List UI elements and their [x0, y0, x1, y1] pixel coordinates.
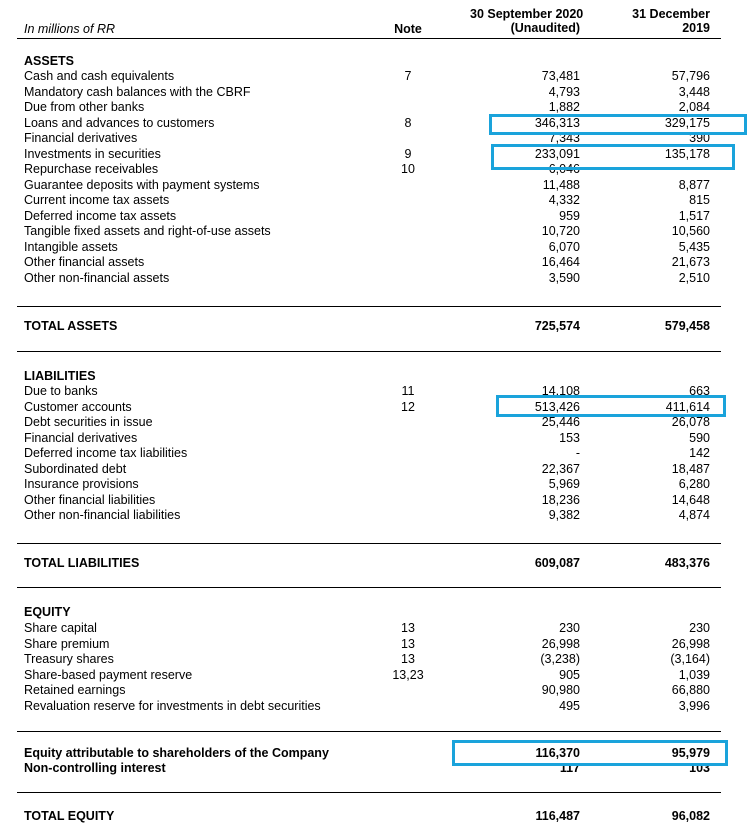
total-equity-2019: 96,082 — [671, 809, 710, 823]
liabilities-row-note: 12 — [401, 399, 415, 414]
highlight-box-loans — [489, 114, 747, 135]
equity-row-note: 13 — [401, 652, 415, 666]
assets-row-2020-value: 10,720 — [541, 224, 580, 238]
assets-row-label: Investments in securities — [24, 146, 161, 161]
equity-attributable-2019: 95,979 — [671, 746, 710, 760]
assets-row-2020-value: 7,343 — [548, 131, 580, 145]
total-liabilities-2020: 609,087 — [534, 556, 580, 570]
assets-row-2020-value: 346,313 — [534, 115, 580, 130]
equity-row-2020-value: 90,980 — [541, 683, 580, 697]
assets-row-note: 10 — [401, 162, 415, 176]
assets-row-label: Loans and advances to customers — [24, 115, 215, 130]
non-controlling-interest-2019: 103 — [689, 761, 710, 775]
equity-row-2019-value: 3,996 — [678, 698, 710, 713]
liabilities-row-2019-value: 14,648 — [671, 492, 710, 507]
assets-row-label: Other financial assets — [24, 255, 145, 269]
assets-row-label: Repurchase receivables — [24, 162, 159, 176]
equity-row-label: Share premium — [24, 636, 110, 651]
total-assets-2019: 579,458 — [664, 319, 710, 333]
assets-row-label: Due from other banks — [24, 100, 145, 114]
equity-row-label: Treasury shares — [24, 652, 114, 666]
assets-row-note: 7 — [404, 69, 412, 83]
liabilities-row-2020-value: 22,367 — [541, 461, 580, 476]
assets-row-label: Mandatory cash balances with the CBRF — [24, 84, 251, 99]
assets-row-2020-value: 959 — [559, 208, 580, 223]
equity-row-2020-value: 905 — [559, 667, 580, 682]
assets-row-2019-value: 10,560 — [671, 224, 710, 238]
liabilities-row-2019-value: 411,614 — [665, 399, 710, 414]
equity-row-note: 13,23 — [392, 667, 424, 682]
liabilities-row-2020-value: 18,236 — [541, 492, 580, 507]
equity-row-2019-value: 1,039 — [678, 667, 710, 682]
liabilities-total-rule-bottom — [17, 587, 721, 588]
assets-row-2019-value: 3,448 — [678, 84, 710, 99]
liabilities-row-2020-value: - — [575, 446, 580, 460]
header-rule — [17, 38, 721, 39]
assets-row-label: Intangible assets — [24, 239, 118, 254]
assets-row-2020-value: 4,332 — [548, 193, 580, 207]
equity-row-2019-value: (3,164) — [670, 652, 710, 666]
assets-row-2019-value: 329,175 — [664, 115, 710, 130]
assets-row-2019-value: 390 — [689, 131, 710, 145]
highlight-box-investments — [491, 144, 735, 170]
liabilities-row-2020-value: 5,969 — [548, 477, 580, 491]
assets-row-2020-value: 6,046 — [548, 162, 580, 176]
equity-row-2020-value: 26,998 — [541, 636, 580, 651]
non-controlling-interest-2020: 117 — [559, 761, 580, 775]
equity-row-2019-value: 26,998 — [671, 636, 710, 651]
liabilities-row-2019-value: 26,078 — [671, 415, 710, 429]
liabilities-row-2019-value: 663 — [689, 384, 710, 398]
liabilities-row-label: Other non-financial liabilities — [24, 508, 181, 522]
col-2019-header-line1: 31 December — [632, 7, 710, 21]
liabilities-row-2020-value: 513,426 — [534, 399, 580, 414]
equity-heading: EQUITY — [24, 605, 71, 619]
equity-row-note: 13 — [401, 636, 415, 651]
equity-row-label: Share capital — [24, 621, 97, 635]
assets-row-note: 9 — [404, 146, 412, 161]
total-equity-2020: 116,487 — [535, 809, 580, 823]
assets-row-2020-value: 1,882 — [548, 100, 580, 114]
assets-total-rule-bottom — [17, 351, 721, 352]
equity-row-note: 13 — [401, 621, 415, 635]
assets-total-rule-top — [17, 306, 721, 307]
col-2020-header-line2: (Unaudited) — [510, 21, 580, 35]
highlight-box-equity-attributable — [452, 740, 728, 766]
assets-row-label: Cash and cash equivalents — [24, 69, 175, 83]
assets-row-2020-value: 16,464 — [541, 255, 580, 269]
assets-row-2020-value: 11,488 — [542, 177, 580, 192]
equity-row-2020-value: (3,238) — [540, 652, 580, 666]
total-assets-2020: 725,574 — [534, 319, 580, 333]
liabilities-row-2020-value: 153 — [559, 430, 580, 445]
liabilities-row-label: Subordinated debt — [24, 461, 127, 476]
equity-total-rule-top — [17, 792, 721, 793]
total-liabilities-label: TOTAL LIABILITIES — [24, 556, 140, 570]
col-2019-header-line2: 2019 — [682, 21, 710, 35]
liabilities-row-label: Due to banks — [24, 384, 98, 398]
assets-row-label: Current income tax assets — [24, 193, 170, 207]
liabilities-total-rule-top — [17, 543, 721, 544]
assets-row-2019-value: 5,435 — [678, 239, 710, 254]
liabilities-row-2019-value: 18,487 — [671, 461, 710, 476]
assets-row-2020-value: 6,070 — [548, 239, 580, 254]
assets-row-label: Financial derivatives — [24, 131, 138, 145]
assets-row-2020-value: 3,590 — [548, 270, 580, 285]
assets-row-2019-value: 815 — [689, 193, 710, 207]
liabilities-row-2019-value: 590 — [689, 430, 710, 445]
liabilities-row-2019-value: 6,280 — [678, 477, 710, 491]
liabilities-heading: LIABILITIES — [24, 369, 96, 383]
liabilities-row-2020-value: 25,446 — [541, 415, 580, 429]
assets-row-2020-value: 4,793 — [548, 84, 580, 99]
liabilities-row-label: Customer accounts — [24, 399, 132, 414]
equity-attributable-label: Equity attributable to shareholders of the Company — [24, 746, 329, 760]
equity-row-2019-value: 66,880 — [671, 683, 710, 697]
assets-row-2019-value: 2,084 — [678, 100, 710, 114]
liabilities-row-2020-value: 9,382 — [548, 508, 580, 522]
equity-row-2020-value: 495 — [559, 698, 580, 713]
liabilities-row-label: Insurance provisions — [24, 477, 139, 491]
assets-row-2019-value: 1,517 — [678, 208, 710, 223]
equity-row-2019-value: 230 — [689, 621, 710, 635]
note-column-header: Note — [394, 22, 422, 36]
equity-attributable-2020: 116,370 — [535, 746, 580, 760]
total-equity-label: TOTAL EQUITY — [24, 809, 115, 823]
liabilities-row-label: Other financial liabilities — [24, 492, 156, 507]
equity-row-label: Share-based payment reserve — [24, 667, 193, 682]
total-assets-label: TOTAL ASSETS — [24, 319, 118, 333]
liabilities-row-label: Financial derivatives — [24, 430, 138, 445]
highlight-box-customer-accounts — [496, 395, 726, 417]
equity-row-label: Retained earnings — [24, 683, 126, 697]
assets-row-label: Deferred income tax assets — [24, 208, 177, 223]
assets-row-2019-value: 57,796 — [671, 69, 710, 83]
assets-row-2020-value: 73,481 — [541, 69, 580, 83]
assets-row-label: Other non-financial assets — [24, 270, 170, 285]
units-label: In millions of RR — [24, 22, 115, 36]
assets-row-2020-value: 233,091 — [534, 146, 580, 161]
equity-row-2020-value: 230 — [559, 621, 580, 635]
col-2020-header-line1: 30 September 2020 — [470, 7, 584, 21]
total-liabilities-2019: 483,376 — [664, 556, 710, 570]
assets-row-label: Guarantee deposits with payment systems — [24, 177, 260, 192]
liabilities-row-2020-value: 14,108 — [541, 384, 580, 398]
liabilities-row-label: Debt securities in issue — [24, 415, 153, 429]
equity-row-label: Revaluation reserve for investments in debt securities — [24, 698, 321, 713]
assets-row-2019-value: 21,673 — [671, 255, 710, 269]
assets-row-2019-value: 2,510 — [678, 270, 710, 285]
assets-row-note: 8 — [404, 115, 412, 130]
assets-row-label: Tangible fixed assets and right-of-use assets — [24, 224, 271, 238]
liabilities-row-2019-value: 142 — [689, 446, 710, 460]
liabilities-row-note: 11 — [401, 384, 415, 398]
liabilities-row-label: Deferred income tax liabilities — [24, 446, 188, 460]
assets-row-2019-value: 8,877 — [678, 177, 710, 192]
assets-row-2019-value: 135,178 — [664, 146, 710, 161]
assets-heading: ASSETS — [24, 54, 75, 68]
non-controlling-interest-label: Non-controlling interest — [24, 761, 166, 775]
liabilities-row-2019-value: 4,874 — [678, 508, 710, 522]
equity-attrib-rule — [17, 731, 721, 732]
